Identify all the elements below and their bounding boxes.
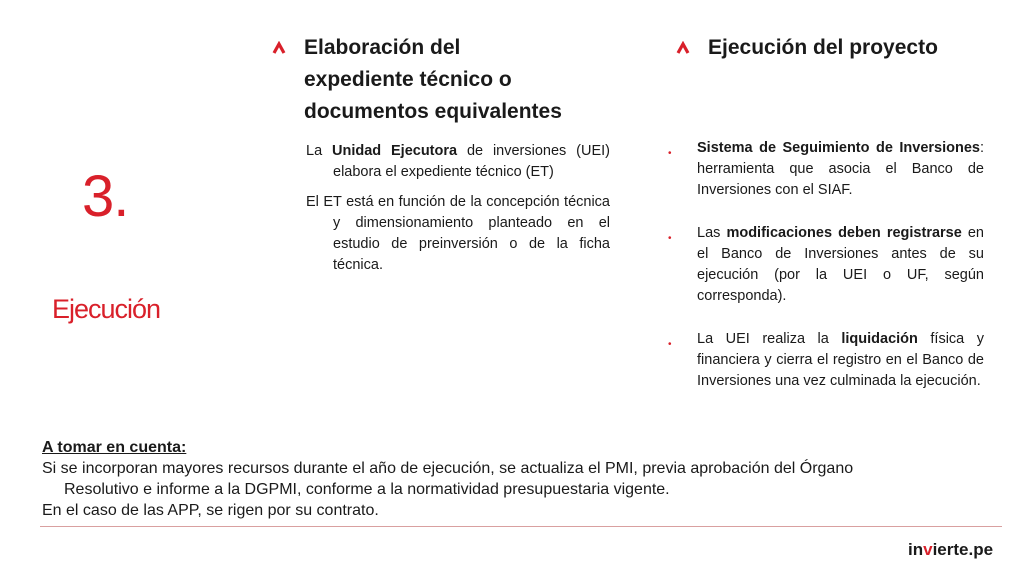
- note-line: En el caso de las APP, se rigen por su contrato.: [42, 502, 379, 519]
- bullet-icon: •: [668, 233, 672, 244]
- right-heading-text: Ejecución del proyecto: [708, 36, 938, 59]
- left-heading: [272, 32, 572, 128]
- list-item: • La UEI realiza la liquidación física y financiera y cierra el registro en el Banco de Inversiones una vez culminada la ejecución.: [668, 329, 984, 392]
- bullet-icon: •: [668, 339, 672, 350]
- caret-up-icon: [272, 41, 286, 55]
- paragraph-et: El ET está en función de la concepción técnica y dimensionamiento planteado en el estudio de preinversión o de la ficha técnica.: [306, 194, 610, 273]
- right-heading: [676, 32, 976, 64]
- list-item: • Sistema de Seguimiento de Inversiones: herramienta que asocia el Banco de Inversiones con el SIAF.: [668, 138, 984, 201]
- note-line: Resolutivo e informe a la DGPMI, conforme a la normatividad presupuestaria vigente.: [64, 481, 670, 498]
- bullet-icon: •: [668, 148, 672, 159]
- note-title: A tomar en cuenta:: [42, 439, 187, 456]
- slide-number: 3.: [82, 164, 129, 229]
- left-column-body: [306, 141, 610, 276]
- left-heading-text: Elaboración del expediente técnico o documentos equivalentes: [304, 36, 562, 123]
- divider: [40, 526, 1002, 527]
- logo: invierte.pe: [908, 540, 994, 559]
- paragraph-uei: La Unidad Ejecutora de inversiones (UEI) elabora el expediente técnico (ET): [306, 143, 610, 180]
- list-item: • Las modificaciones deben registrarse en el Banco de Inversiones antes de su ejecución (por la UEI o UF, según corresponda).: [668, 223, 984, 307]
- section-label: Ejecución: [52, 294, 161, 324]
- right-column-body: [668, 138, 984, 414]
- note-block: [42, 437, 1002, 521]
- caret-up-icon: [676, 41, 690, 55]
- note-line: Si se incorporan mayores recursos durante el año de ejecución, se actualiza el PMI, previa aprobación del Órgano: [42, 460, 854, 477]
